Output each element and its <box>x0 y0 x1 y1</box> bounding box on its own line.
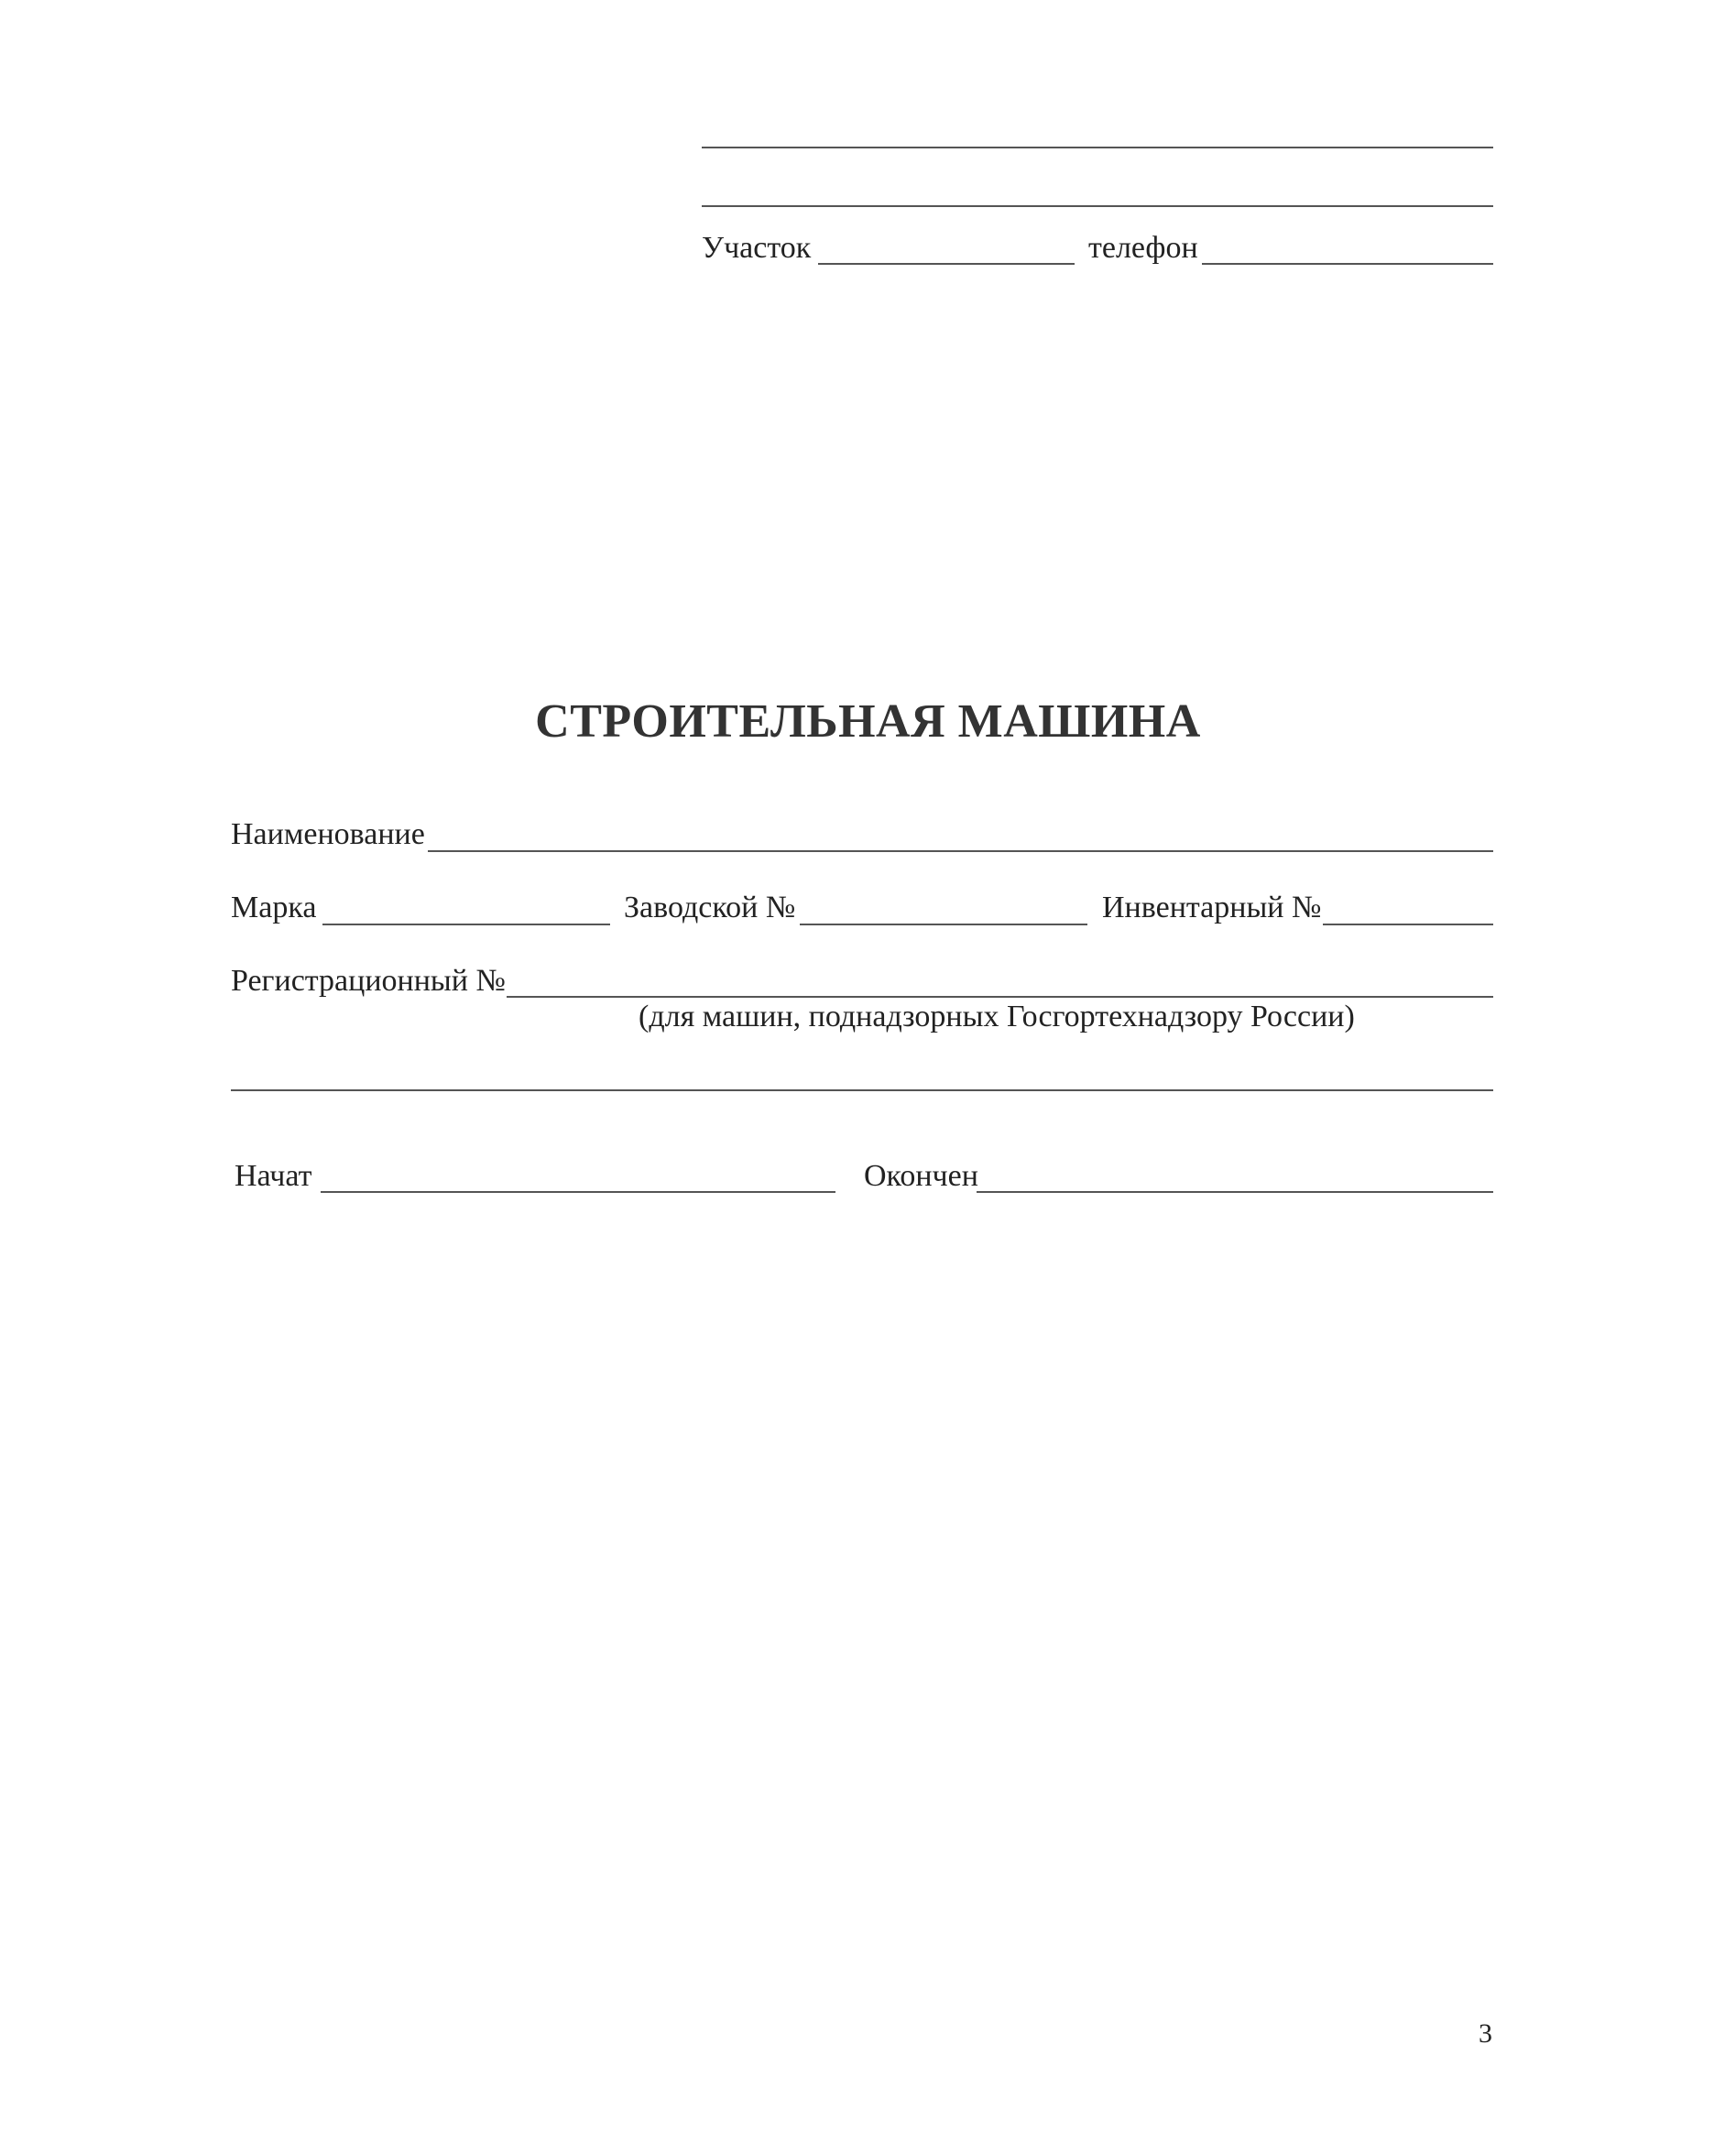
finished-label: Окончен <box>864 1159 978 1193</box>
phone-label: телефон <box>1088 231 1198 265</box>
name-field[interactable] <box>428 850 1493 852</box>
brand-field[interactable] <box>322 924 610 925</box>
registration-field[interactable] <box>507 996 1493 998</box>
brand-label: Марка <box>231 891 317 924</box>
extra-blank-line[interactable] <box>231 1089 1493 1091</box>
registration-label: Регистрационный № <box>231 964 506 998</box>
page-number: 3 <box>1479 2018 1492 2049</box>
section-field[interactable] <box>818 263 1075 265</box>
serial-label: Заводской № <box>624 891 796 924</box>
section-label: Участок <box>702 231 812 265</box>
started-field[interactable] <box>321 1191 835 1193</box>
name-label: Наименование <box>231 817 425 851</box>
inventory-field[interactable] <box>1323 924 1493 925</box>
serial-field[interactable] <box>800 924 1087 925</box>
header-blank-line-2[interactable] <box>702 205 1493 207</box>
phone-field[interactable] <box>1202 263 1493 265</box>
finished-field[interactable] <box>977 1191 1493 1193</box>
page-title: СТРОИТЕЛЬНАЯ МАШИНА <box>535 695 1201 748</box>
inventory-label: Инвентарный № <box>1102 891 1322 924</box>
header-blank-line-1[interactable] <box>702 147 1493 148</box>
registration-hint: (для машин, поднадзорных Госгортехнадзору России) <box>639 1000 1355 1033</box>
started-label: Начат <box>235 1159 312 1193</box>
